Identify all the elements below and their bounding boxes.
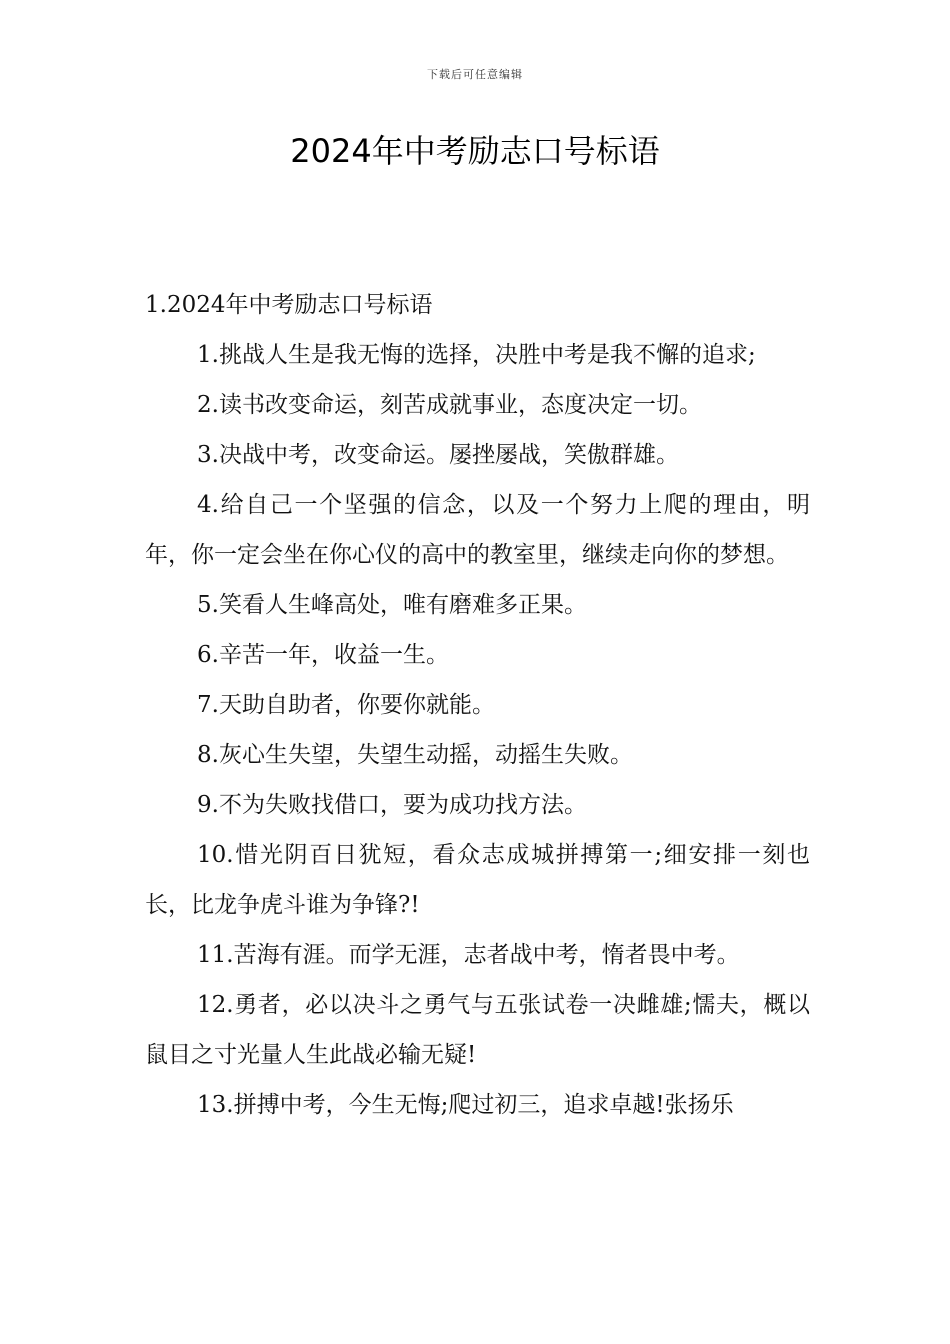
- slogan-item-6: 6.辛苦一年，收益一生。: [197, 642, 449, 668]
- slogan-item-11: 11.苦海有涯。而学无涯，志者战中考，惰者畏中考。: [197, 942, 740, 968]
- slogan-item-13: 13.拼搏中考，今生无悔;爬过初三，追求卓越!张扬乐: [197, 1092, 734, 1118]
- slogan-item-8: 8.灰心生失望，失望生动摇，动摇生失败。: [197, 742, 633, 768]
- slogan-item-9: 9.不为失败找借口，要为成功找方法。: [197, 792, 587, 818]
- header-note: 下载后可任意编辑: [427, 68, 523, 81]
- slogan-item-5: 5.笑看人生峰高处，唯有磨难多正果。: [197, 592, 587, 618]
- slogan-item-2: 2.读书改变命运，刻苦成就事业，态度决定一切。: [197, 392, 702, 418]
- document-body: [145, 280, 810, 1130]
- slogan-item-7: 7.天助自助者，你要你就能。: [197, 692, 495, 718]
- document-title: 2024年中考励志口号标语: [290, 132, 660, 170]
- section-heading: 1.2024年中考励志口号标语: [145, 292, 433, 318]
- slogan-item-1: 1.挑战人生是我无悔的选择，决胜中考是我不懈的追求;: [197, 342, 756, 368]
- slogan-item-10: 10.惜光阴百日犹短，看众志成城拼搏第一;细安排一刻也长，比龙争虎斗谁为争锋?!: [145, 842, 810, 918]
- slogan-item-12: 12.勇者，必以决斗之勇气与五张试卷一决雌雄;懦夫，概以鼠目之寸光量人生此战必输无疑!: [145, 992, 810, 1068]
- slogan-item-3: 3.决战中考，改变命运。屡挫屡战，笑傲群雄。: [197, 442, 679, 468]
- slogan-item-4: 4.给自己一个坚强的信念，以及一个努力上爬的理由，明年，你一定会坐在你心仪的高中的教室里，继续走向你的梦想。: [145, 492, 810, 568]
